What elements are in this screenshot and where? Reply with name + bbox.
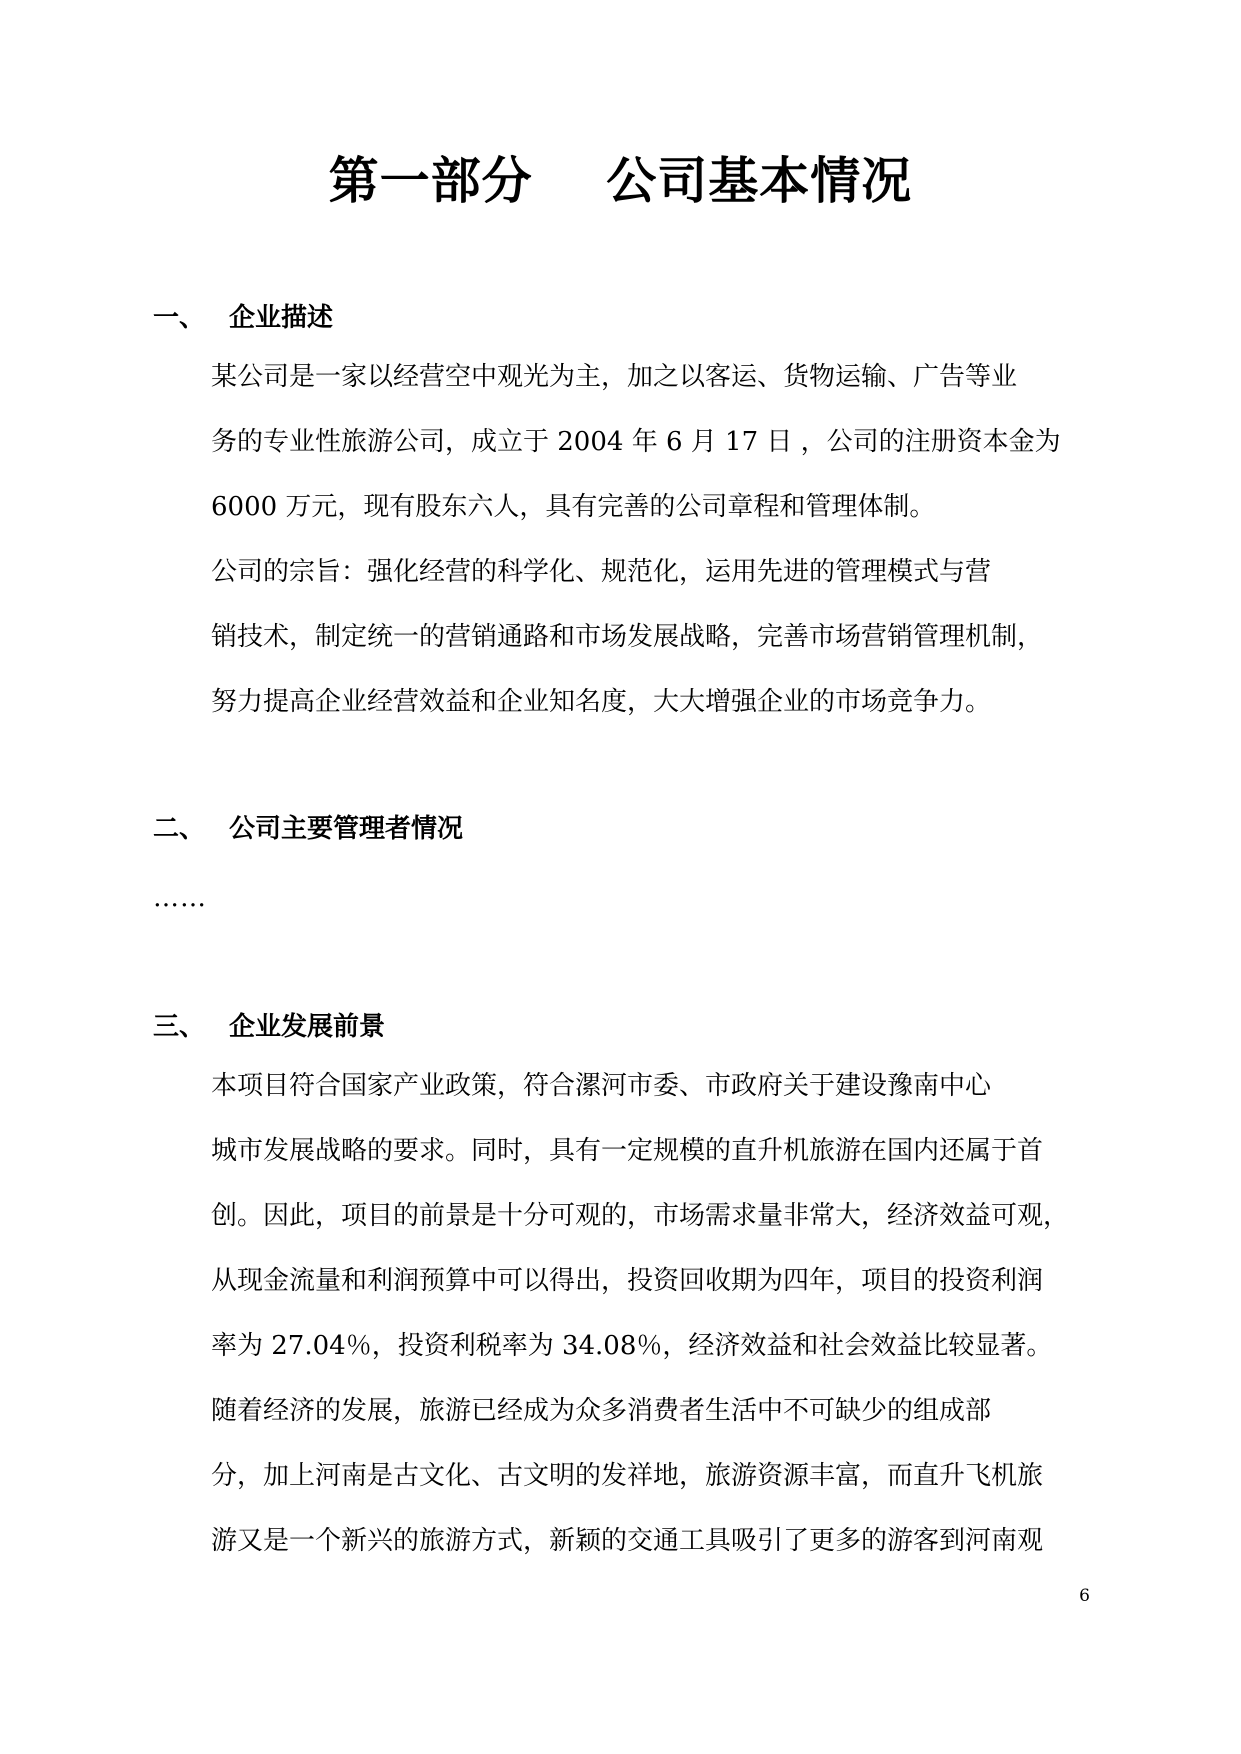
ellipsis-placeholder: …… bbox=[153, 883, 207, 913]
section-heading-2 bbox=[153, 809, 463, 849]
paragraph bbox=[153, 540, 1091, 735]
paragraph-line: 销技术，制定统一的营销通路和市场发展战略，完善市场营销管理机制， bbox=[211, 622, 1044, 652]
page-title: 第一部分 公司基本情况 bbox=[328, 152, 913, 210]
paragraph-line: 务的专业性旅游公司，成立于 2004 年 6 月 17 日 ，公司的注册资本金为 bbox=[211, 427, 1061, 457]
paragraph-line: 分，加上河南是古文化、古文明的发祥地，旅游资源丰富，而直升飞机旅 bbox=[211, 1461, 1044, 1491]
section-heading-1 bbox=[153, 298, 333, 338]
section-title: 企业描述 bbox=[229, 303, 334, 333]
paragraph bbox=[153, 1379, 1091, 1574]
paragraph-line: 从现金流量和利润预算中可以得出，投资回收期为四年，项目的投资利润 bbox=[211, 1266, 1044, 1296]
section-number: 一、 bbox=[153, 303, 206, 333]
paragraph-line: 某公司是一家以经营空中观光为主，加之以客运、货物运输、广告等业 bbox=[211, 362, 1018, 392]
paragraph bbox=[153, 345, 1091, 540]
paragraph-line: 城市发展战略的要求。同时，具有一定规模的直升机旅游在国内还属于首 bbox=[211, 1136, 1044, 1166]
paragraph-line: 6000 万元，现有股东六人，具有完善的公司章程和管理体制。 bbox=[211, 492, 936, 522]
section-title: 企业发展前景 bbox=[229, 1012, 386, 1042]
paragraph bbox=[153, 1054, 1091, 1379]
section-number: 三、 bbox=[153, 1012, 206, 1042]
paragraph-line: 创。因此，项目的前景是十分可观的，市场需求量非常大，经济效益可观， bbox=[211, 1201, 1070, 1231]
section-title: 公司主要管理者情况 bbox=[229, 814, 464, 844]
paragraph-line: 随着经济的发展，旅游已经成为众多消费者生活中不可缺少的组成部 bbox=[211, 1396, 992, 1426]
page-number: 6 bbox=[1079, 1586, 1090, 1606]
paragraph-line: 本项目符合国家产业政策，符合漯河市委、市政府关于建设豫南中心 bbox=[211, 1071, 992, 1101]
paragraph-line: 游又是一个新兴的旅游方式，新颖的交通工具吸引了更多的游客到河南观 bbox=[211, 1526, 1044, 1556]
paragraph-line: 率为 27.04％，投资利税率为 34.08％，经济效益和社会效益比较显著。 bbox=[211, 1331, 1053, 1361]
paragraph-line: 公司的宗旨：强化经营的科学化、规范化，运用先进的管理模式与营 bbox=[211, 557, 992, 587]
section-heading-3 bbox=[153, 1007, 385, 1047]
paragraph-line: 努力提高企业经营效益和企业知名度，大大增强企业的市场竞争力。 bbox=[211, 687, 992, 717]
section-number: 二、 bbox=[153, 814, 206, 844]
